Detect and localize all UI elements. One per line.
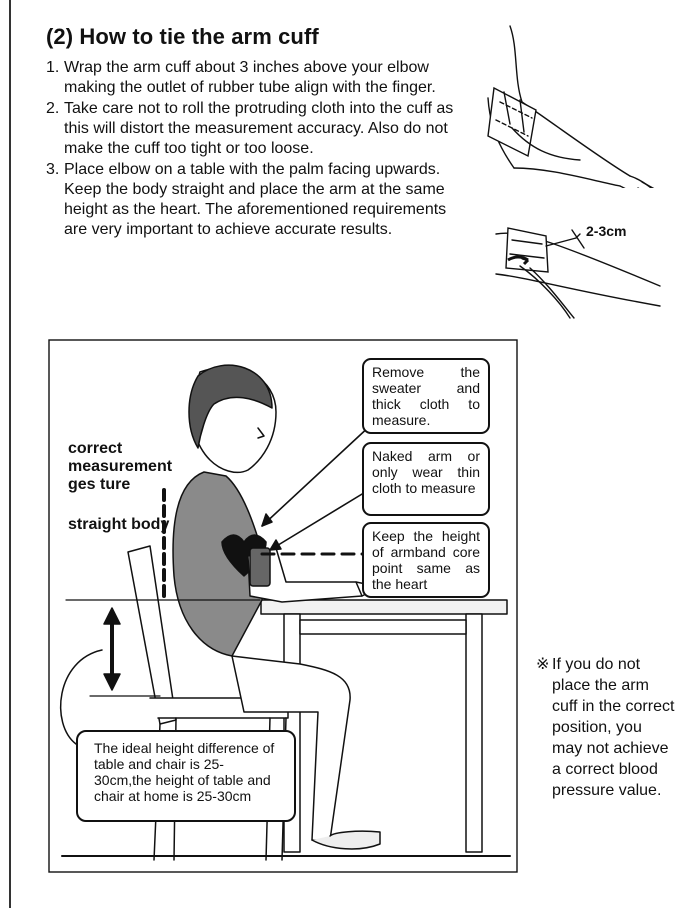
step-item [46,160,466,240]
step-number: 2. [46,100,60,117]
section-title: (2) How to tie the arm cuff [46,24,319,49]
instruction-steps [46,58,466,241]
cuff-closeup-illustration [490,210,670,320]
callout-naked-arm: Naked arm or only wear thin cloth to measure [362,442,490,516]
step-item [46,58,466,98]
cuff-distance-label: 2-3cm [586,223,627,239]
correct-gesture-line: correct [68,440,123,457]
step-text: Wrap the arm cuff about 3 inches above your elbow making the outlet of rubber tube align with the finger. [64,59,436,96]
step-number: 3. [46,161,60,178]
step-item [46,99,466,159]
step-number: 1. [46,59,60,76]
callout-table-chair-height: The ideal height difference of table and chair is 25-30cm,the height of table and chair at home is 25-30cm [76,730,296,822]
callout-keep-height: Keep the height of armband core point same as the heart [362,522,490,598]
correct-gesture-label [68,440,198,494]
position-warning-note [536,654,676,801]
note-text: If you do not place the arm cuff in the correct position, you may not achieve a correct blood pressure value. [552,656,675,799]
arm-cuff-illustration [470,18,670,188]
straight-body-label: straight body [68,516,170,533]
step-text: Place elbow on a table with the palm facing upwards. Keep the body straight and place the arm at the same height as the heart. The aforementioned requirements are very important to achieve accurate results. [64,161,447,238]
reference-mark: ※ [536,656,550,673]
step-text: Take care not to roll the protruding cloth into the cuff as this will distort the measurement accuracy. Also do not make the cuff too tight or too loose. [64,100,454,157]
correct-gesture-line: measurement [68,458,173,475]
correct-gesture-line: ges ture [68,476,131,493]
callout-remove-sweater: Remove the sweater and thick cloth to measure. [362,358,490,434]
